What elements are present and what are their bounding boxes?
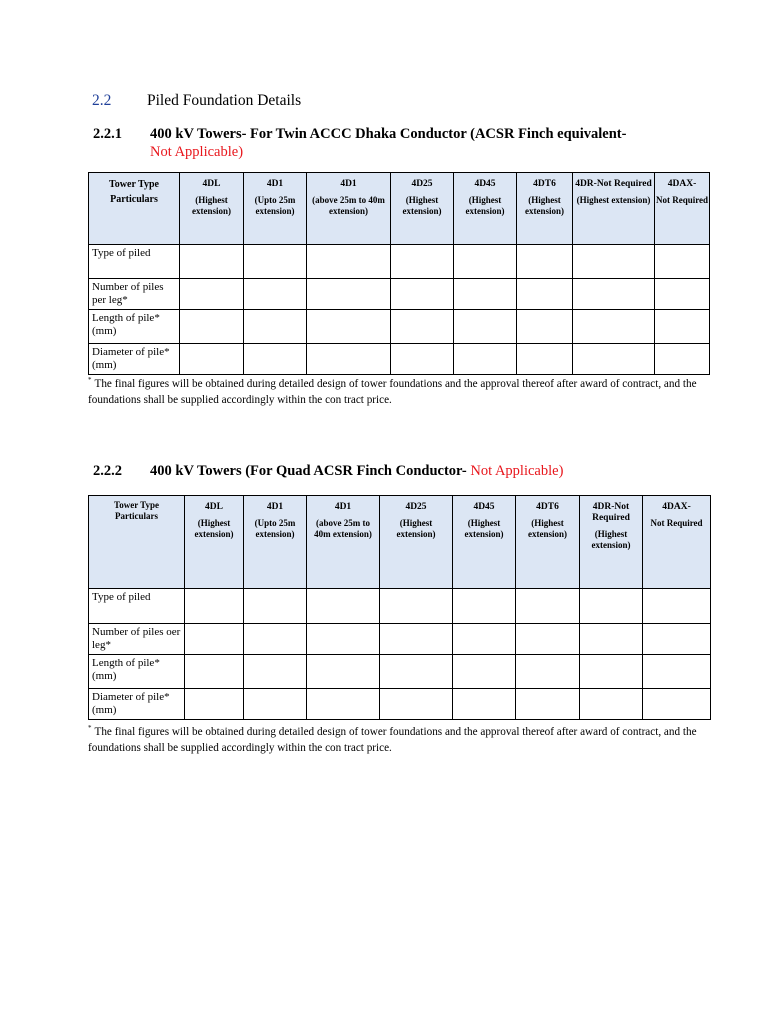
header-cell: 4D25 (Highest extension) — [380, 496, 453, 589]
table-row — [89, 279, 710, 310]
row-label: Length of pile* (mm) — [89, 310, 180, 344]
header-cell: Tower Type Particulars — [89, 173, 180, 245]
header-cell: 4DR-Not Required (Highest extension) — [580, 496, 643, 589]
header-cell: 4DAX- Not Required — [655, 173, 710, 245]
row-label: Type of piled — [89, 245, 180, 279]
header-cell: 4DL (Highest extension) — [180, 173, 244, 245]
table-row — [89, 310, 710, 344]
subsection-heading-2 — [93, 462, 563, 480]
row-label: Number of piles per leg* — [89, 279, 180, 310]
row-label: Number of piles oer leg* — [89, 624, 185, 655]
subsection-number: 2.2.2 — [93, 463, 122, 479]
section-number: 2.2 — [92, 92, 112, 109]
header-cell: Tower Type Particulars — [89, 496, 185, 589]
table-row — [89, 245, 710, 279]
header-cell: 4DT6 (Highest extension) — [517, 173, 573, 245]
footnote-text: The final figures will be obtained during detailed design of tower foundations and the approval thereof after award of contract, and the foundations shall be supplied accordingly within the con tract price. — [88, 378, 697, 406]
header-cell: 4D1 (Upto 25m extension) — [244, 173, 307, 245]
subsection-title: 400 kV Towers (For Quad ACSR Finch Conductor- — [150, 463, 467, 479]
status-text: Not Applicable) — [470, 463, 564, 479]
row-label: Length of pile* (mm) — [89, 655, 185, 689]
row-label: Type of piled — [89, 589, 185, 624]
header-cell: 4DR-Not Required (Highest extension) — [573, 173, 655, 245]
table-row — [89, 655, 711, 689]
section-heading — [92, 92, 301, 110]
pile-table-2 — [88, 495, 711, 720]
table-row — [89, 589, 711, 624]
subsection-number: 2.2.1 — [93, 126, 122, 142]
table-row — [89, 624, 711, 655]
row-label: Diameter of pile* (mm) — [89, 344, 180, 375]
table-row — [89, 689, 711, 720]
section-title: Piled Foundation Details — [147, 92, 302, 109]
header-cell: 4DAX- Not Required — [643, 496, 711, 589]
status-text: Not Applicable) — [150, 144, 244, 160]
header-cell: 4D1 (Upto 25m extension) — [244, 496, 307, 589]
header-cell: 4D1 (above 25m to 40m extension) — [307, 496, 380, 589]
header-cell: 4DL (Highest extension) — [185, 496, 244, 589]
subsection-heading-1 — [93, 125, 626, 161]
header-cell: 4D25 (Highest extension) — [391, 173, 454, 245]
pile-table-1 — [88, 172, 710, 375]
footnote-1: * The final figures will be obtained during detailed design of tower foundations and the approval thereof after award of contract, and the foundations shall be supplied accordingly within the con tract price. — [88, 376, 697, 406]
table-row — [89, 344, 710, 375]
header-cell: 4D45 (Highest extension) — [454, 173, 517, 245]
footnote-2: * The final figures will be obtained during detailed design of tower foundations and the approval thereof after award of contract, and the foundations shall be supplied accordingly within the con tract price. — [88, 724, 697, 754]
row-label: Diameter of pile* (mm) — [89, 689, 185, 720]
header-cell: 4D45 (Highest extension) — [453, 496, 516, 589]
table-header-row — [89, 173, 710, 245]
table-header-row — [89, 496, 711, 589]
footnote-text: The final figures will be obtained during detailed design of tower foundations and the approval thereof after award of contract, and the foundations shall be supplied accordingly within the con tract price. — [88, 726, 697, 754]
subsection-title: 400 kV Towers- For Twin ACCC Dhaka Conductor (ACSR Finch equivalent- — [150, 126, 627, 142]
header-cell: 4D1 (above 25m to 40m extension) — [307, 173, 391, 245]
header-cell: 4DT6 (Highest extension) — [516, 496, 580, 589]
